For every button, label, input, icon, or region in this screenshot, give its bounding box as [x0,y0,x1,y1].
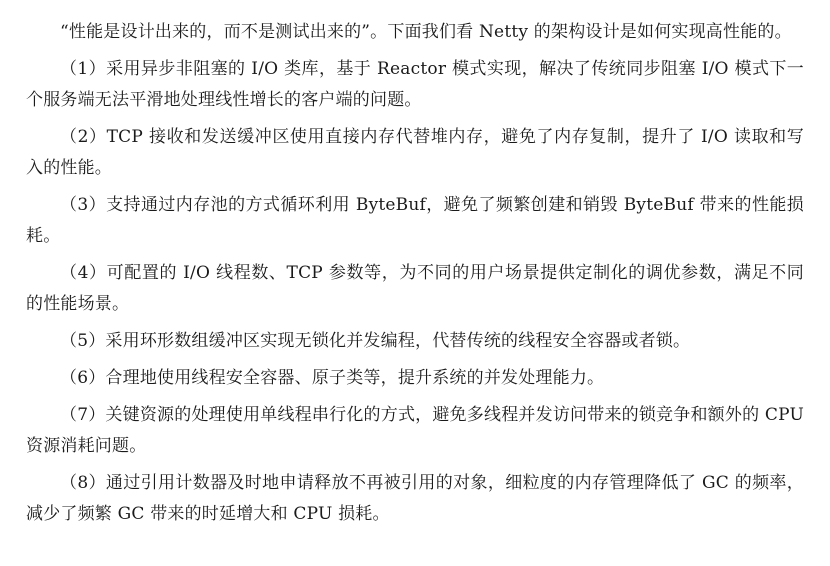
list-item-5: （5）采用环形数组缓冲区实现无锁化并发编程，代替传统的线程安全容器或者锁。 [60,331,691,351]
list-item-3: （3）支持通过内存池的方式循环利用 ByteBuf，避免了频繁创建和销毁 ByteBuf 带来的性能损耗。 [26,195,804,246]
list-item-1: （1）采用异步非阻塞的 I/O 类库，基于 Reactor 模式实现，解决了传统同步阻塞 I/O 模式下一个服务端无法平滑地处理线性增长的客户端的问题。 [26,59,804,110]
list-item-4: （4）可配置的 I/O 线程数、TCP 参数等，为不同的用户场景提供定制化的调优参数，满足不同的性能场景。 [26,263,804,314]
intro-paragraph: “性能是设计出来的，而不是测试出来的”。下面我们看 Netty 的架构设计是如何实现高性能的。 [60,22,792,42]
list-item-2: （2）TCP 接收和发送缓冲区使用直接内存代替堆内存，避免了内存复制，提升了 I/O 读取和写入的性能。 [26,127,804,178]
list-item-6: （6）合理地使用线程安全容器、原子类等，提升系统的并发处理能力。 [60,368,605,388]
list-item-8: （8）通过引用计数器及时地申请释放不再被引用的对象，细粒度的内存管理降低了 GC 的频率，减少了频繁 GC 带来的时延增大和 CPU 损耗。 [26,473,804,524]
list-item-7: （7）关键资源的处理使用单线程串行化的方式，避免多线程并发访问带来的锁竞争和额外的 CPU 资源消耗问题。 [26,405,804,456]
